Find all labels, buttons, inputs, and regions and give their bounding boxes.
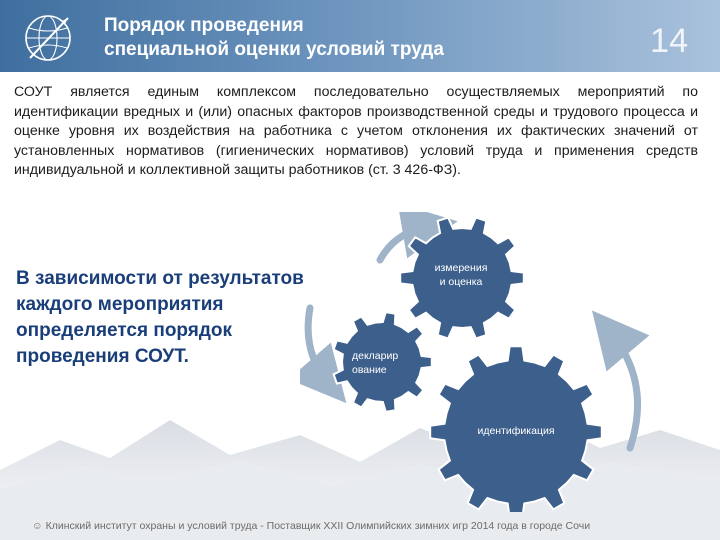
title-line-1: Порядок проведения <box>104 15 304 36</box>
side-note: В зависимости от результатов каждого мероприятия определяется порядок проведения СОУТ. <box>16 268 304 367</box>
cycle-arrow-left <box>308 308 328 382</box>
sochi-logo-icon: ☺ <box>32 520 46 532</box>
gear-top-label-2: и оценка <box>439 276 483 288</box>
header-bar <box>0 0 720 72</box>
footer-caption: Клинский институт охраны и условий труда - Поставщик XXII Олимпийских зимних игр 2014 года в городе Сочи <box>45 520 591 532</box>
gears-diagram <box>300 212 660 512</box>
gear-left-label-1: декларир <box>352 350 399 362</box>
gear-left-label-2: ование <box>352 364 387 376</box>
intro-paragraph: СОУТ является единым комплексом последовательно осуществляемых мероприятий по идентификации вредных и (или) опасных факторов производственной среды и трудового процесса и оценке уровня их воздействия на работника с учетом отклонения их фактических значений от установленных нормативов (гигиенических нормативов) условий труда и применения средств индивидуальной и коллективной защиты работников (ст. 3 426-ФЗ). <box>14 84 698 178</box>
gear-top-label-1: измерения <box>434 262 488 274</box>
globe-logo-icon <box>22 12 74 64</box>
page-title <box>104 14 444 62</box>
gear-bottom-label: идентификация <box>477 425 555 437</box>
slide-number: 14 <box>650 22 688 60</box>
cycle-arrow-right <box>610 332 638 448</box>
gear-declaration <box>334 312 432 412</box>
footer-text <box>32 520 590 532</box>
title-line-2: специальной оценки условий труда <box>104 39 444 60</box>
